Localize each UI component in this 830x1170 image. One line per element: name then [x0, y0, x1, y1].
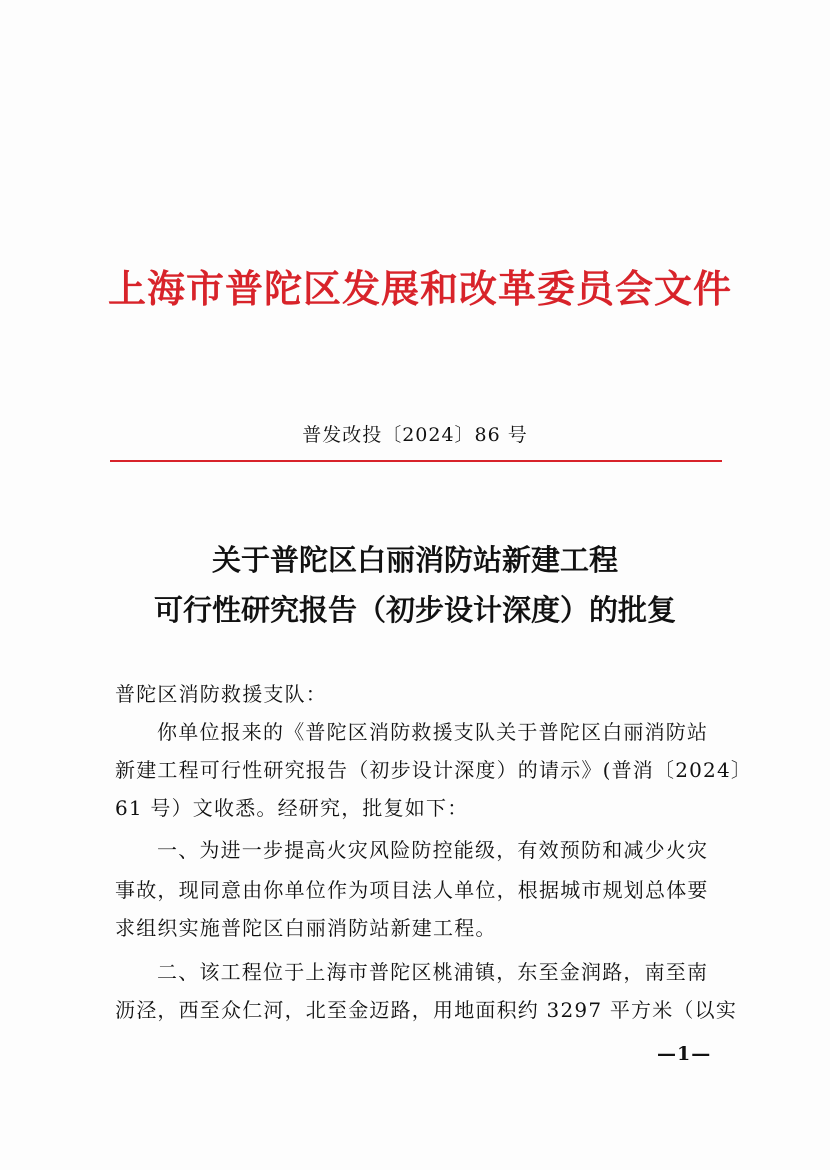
- page-number: —1—: [657, 1043, 712, 1065]
- document-title-line-1: 关于普陀区白丽消防站新建工程: [211, 543, 618, 577]
- salutation: 普陀区消防救援支队：: [115, 682, 327, 706]
- document-title-line-2: 可行性研究报告（初步设计深度）的批复: [153, 593, 676, 627]
- body-line-2: 新建工程可行性研究报告（初步设计深度）的请示》(普消〔2024〕: [115, 758, 753, 782]
- body-line-7: 二、该工程位于上海市普陀区桃浦镇，东至金润路，南至南: [157, 960, 709, 984]
- body-line-6: 求组织实施普陀区白丽消防站新建工程。: [115, 916, 497, 940]
- body-line-5: 事故，现同意由你单位作为项目法人单位，根据城市规划总体要: [115, 878, 709, 902]
- body-line-4: 一、为进一步提高火灾风险防控能级，有效预防和减少火灾: [157, 838, 709, 862]
- body-line-3: 61 号）文收悉。经研究，批复如下：: [115, 796, 469, 820]
- body-line-1: 你单位报来的《普陀区消防救援支队关于普陀区白丽消防站: [157, 720, 709, 744]
- issuer-masthead: 上海市普陀区发展和改革委员会文件: [107, 266, 732, 311]
- red-separator-rule: [110, 460, 722, 462]
- document-number: 普发改投〔2024〕86 号: [302, 424, 528, 446]
- body-line-8: 沥泾，西至众仁河，北至金迈路，用地面积约 3297 平方米（以实: [115, 998, 738, 1022]
